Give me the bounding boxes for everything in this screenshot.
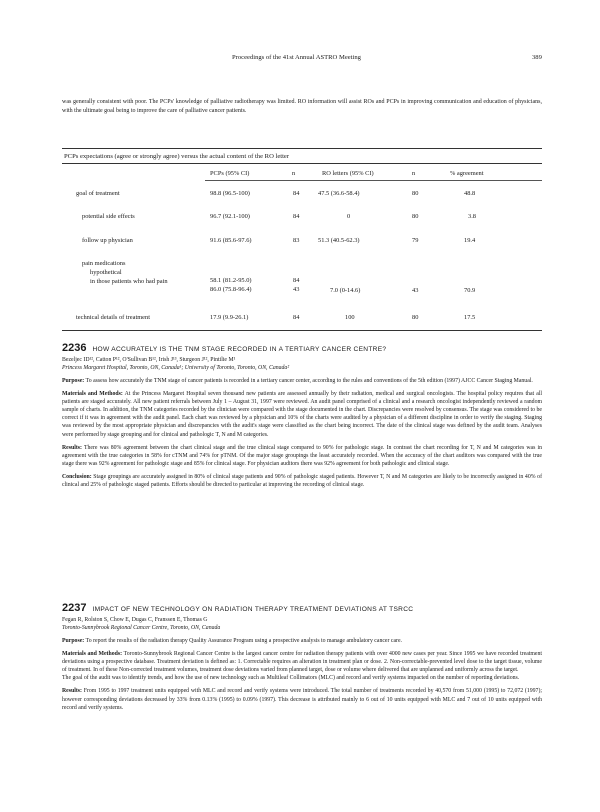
- table-cell: 48.8: [464, 190, 476, 197]
- purpose-paragraph: [62, 637, 542, 645]
- table-rule: [62, 148, 542, 149]
- table-cell: 80: [412, 190, 419, 197]
- methods-paragraph: [62, 390, 542, 439]
- row-label: in those patients who had pain: [90, 278, 168, 285]
- table-cell: 70.9: [464, 287, 476, 294]
- row-label: goal of treatment: [76, 190, 120, 197]
- section-text: To report the results of the radiation therapy Quality Assurance Program using a prospective analysis to manage ambulatory cancer care.: [85, 638, 402, 644]
- table-rule: [62, 330, 542, 331]
- table-cell: 86.0 (75.8-96.4): [210, 286, 252, 293]
- table-cell: 84: [293, 314, 300, 321]
- results-paragraph: [62, 444, 542, 468]
- table-cell: 43: [293, 286, 300, 293]
- table-cell: 84: [293, 213, 300, 220]
- table-cell: 100: [345, 314, 355, 321]
- section-label: Purpose:: [62, 638, 85, 644]
- row-label: follow up physician: [82, 237, 133, 244]
- abstract-authors: Bezeljec ID¹², Catton P¹², O'Sullivan B¹², Irish J¹³, Sturgeon J¹², Pintilie M¹: [62, 357, 236, 363]
- column-header: % agreement: [450, 170, 484, 177]
- section-text: Stage groupings are accurately assigned in 80% of clinical stage patients and 90% of pathologic staged patients. However T, N and M categories are likely to be incorrectly assigned in 40% of clinical and 25% of pathologic staged patients. Efforts should be directed to particular at improving the recording of clinical stage.: [62, 473, 543, 489]
- section-text: At the Princess Margaret Hospital seven thousand new patients are assessed annually by their radiation, medical and surgical oncologists. The hospital policy requires that all patients are staged accurately. All new patient referrals between July 1 – August 31, 1997 were reviewed. An audit panel comprised of a clinical and a research oncologist independently reviewed a random sample of charts. In addition, the TNM categories recorded by the clinician were compared with the stage documented in the chart. Discrepancies were resolved by consensus. The stage was considered to be correct if it was in agreement with the audit panel. Each chart was reviewed by a physician and 10% of the charts were audited by a physician of a different discipline in order to verify the staging. Staging was reviewed by the most appropriate physician and discrepancies with the audit's stage were classified as the chart being incorrect. The date of the clinical stage was defined by the audit team. Analyses were performed by stage grouping and for clinical and pathologic T, N and M categories.: [62, 391, 542, 438]
- column-header: PCPs (95% CI): [210, 170, 250, 177]
- table-cell: 17.9 (9.9-26.1): [210, 314, 249, 321]
- abstract-heading: [62, 604, 542, 614]
- table-cell: 47.5 (36.6-58.4): [318, 190, 360, 197]
- section-label: Materials and Methods:: [62, 651, 123, 658]
- table-cell: 84: [293, 277, 300, 284]
- table-cell: 91.6 (85.6-97.6): [210, 237, 252, 244]
- abstract-heading: [62, 344, 542, 354]
- methods-paragraph: [62, 650, 542, 674]
- row-label: hypothetical: [90, 269, 122, 276]
- table-cell: 43: [412, 287, 419, 294]
- table-cell: 98.8 (96.5-100): [210, 190, 250, 197]
- column-header: RO letters (95% CI): [322, 170, 374, 177]
- table-cell: 51.3 (40.5-62.3): [318, 237, 360, 244]
- table-cell: 3.8: [468, 213, 476, 220]
- page-number: 389: [532, 54, 542, 61]
- abstract-affiliation: Princess Margaret Hospital, Toronto, ON, Canada¹; University of Toronto, Toronto, ON, Canada²: [62, 365, 290, 371]
- running-head: Proceedings of the 41st Annual ASTRO Meeting: [232, 54, 361, 61]
- table-rule: [205, 180, 542, 181]
- table-cell: 84: [293, 190, 300, 197]
- methods-continuation: The goal of the audit was to identify trends, and how the use of new technology such as Multileaf Collimators (MLC) and record and verify systems impacted on the number of reporting deviations.: [62, 675, 520, 682]
- table-cell: 0: [347, 213, 351, 220]
- purpose-paragraph: [62, 377, 542, 385]
- section-label: Materials and Methods:: [62, 391, 123, 398]
- table-cell: 17.5: [464, 314, 476, 321]
- table-cell: 83: [293, 237, 300, 244]
- table-cell: 79: [412, 237, 419, 244]
- abstract-authors: Fegan R, Rolston S, Chow E, Dugas C, Franssen E, Thomas G: [62, 617, 208, 623]
- row-label: potential side effects: [82, 213, 135, 220]
- table-cell: 80: [412, 314, 419, 321]
- section-text: Toronto-Sunnybrook Regional Cancer Centre is the largest cancer centre for radiation therapy patients with over 4000 new cases per year. Since 1995 we have recorded treatment deviations using a prospective database. Treatment deviation is defined as: 1. Correctable requires an alteration in treatment plan or dose. 2. Non-correctable-prevented level dose to the target tissue, volume of treatment. In of these Non-corrected treatment volumes, treatment dose deviations varied from planned target, dose or volume where delivered that are unplanned and uniformly across the target.: [62, 651, 542, 674]
- section-label: Results:: [62, 444, 82, 451]
- section-label: Conclusion:: [62, 473, 92, 480]
- table-rule: [62, 163, 542, 164]
- abstract-title: HOW ACCURATELY IS THE TNM STAGE RECORDED IN A TERTIARY CANCER CENTRE?: [92, 346, 387, 353]
- abstract-2236: [62, 344, 542, 489]
- row-label: technical details of treatment: [76, 314, 150, 321]
- section-label: Purpose:: [62, 378, 85, 384]
- column-header: n: [412, 170, 416, 177]
- table-cell: 7.0 (0-14.6): [330, 287, 361, 294]
- intro-paragraph: was generally consistent with poor. The PCPs' knowledge of palliative radiotherapy was limited. RO information will assist ROs and PCPs in improving communication and education of physicians, with the ultimate goal being to improve the care of palliative cancer patients.: [62, 99, 542, 114]
- abstract-number: 2237: [62, 602, 87, 614]
- table-title: PCPs expectations (agree or strongly agree) versus the actual content of the RO letter: [64, 153, 290, 160]
- abstract-title: IMPACT OF NEW TECHNOLOGY ON RADIATION THERAPY TREATMENT DEVIATIONS AT TSRCC: [92, 606, 414, 613]
- section-text: To assess how accurately the TNM stage of cancer patients is recorded in a tertiary cancer center, according to the rules and conventions of the 5th edition (1997) AJCC Cancer Staging Manual.: [85, 378, 533, 384]
- abstract-affiliation: Toronto-Sunnybrook Regional Cancer Centre, Toronto, ON, Canada: [62, 625, 221, 631]
- row-label: pain medications: [82, 260, 126, 267]
- section-text: From 1995 to 1997 treatment units equipped with MLC and record and verify systems were introduced. The total number of treatments recorded by 40,570 from 51,000 (1995) to 72,072 (1997); however corresponding deviations decreased by 33% from 0.13% (1995) to 0.09% (1997). This decrease is attributed mainly to 6 out of 10 units equipped with MLC and 7 out of 10 units equipped with record and verify systems.: [62, 688, 542, 711]
- results-paragraph: [62, 687, 542, 711]
- table-cell: 58.1 (81.2-95.0): [210, 277, 252, 284]
- table-cell: 96.7 (92.1-100): [210, 213, 250, 220]
- abstract-2237: [62, 604, 542, 712]
- column-header: n: [292, 170, 296, 177]
- section-text: There was 80% agreement between the chart clinical stage and the true clinical stage compared to 90% for pathologic stage. In contrast the chart recording for T, N and M categories was in agreement with the true categories in 58% for cTNM and 74% for pTNM. Of the major stage groupings the least accurately recorded. When the accuracy of the chart auditors was compared with the true stage there was 92% agreement for pathologic stage and 85% for clinical stage. For physician auditors there was 92% agreement for both pathologic and clinical stage.: [62, 444, 542, 467]
- table-cell: 19.4: [464, 237, 476, 244]
- table-cell: 80: [412, 213, 419, 220]
- section-label: Results:: [62, 688, 82, 695]
- conclusions-paragraph: [62, 473, 542, 489]
- abstract-number: 2236: [62, 342, 87, 354]
